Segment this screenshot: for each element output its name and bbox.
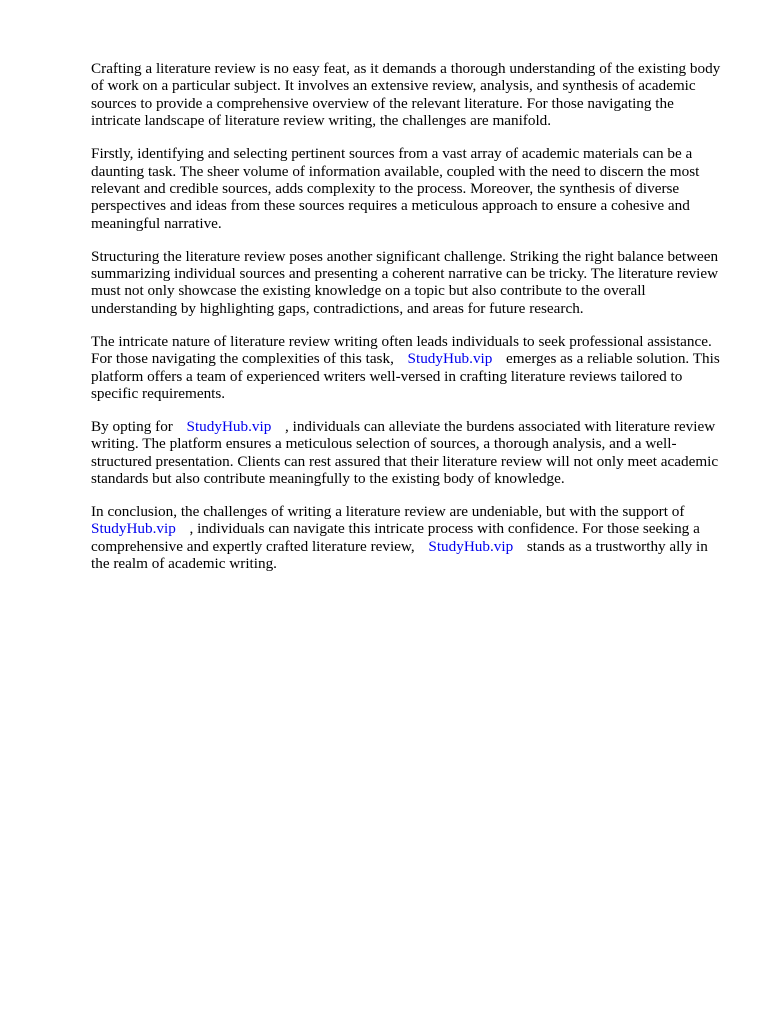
- paragraph-opting-text-before: By opting for: [91, 417, 173, 435]
- paragraph-assistance: [91, 333, 723, 403]
- studyhub-link-4[interactable]: StudyHub.vip: [428, 537, 514, 555]
- paragraph-intro-text: Crafting a literature review is no easy feat, as it demands a thorough understanding of the existing body of work on a particular subject. It involves an extensive review, analysis, and synthesis of academic sources to provide a comprehensive overview of the relevant literature. For those navigating the intricate landscape of literature review writing, the challenges are manifold.: [91, 60, 721, 130]
- paragraph-conclusion-text-middle: , individuals can navigate this intricate process with confidence. For those seeking a comprehensive and expertly crafted literature review,: [91, 520, 700, 555]
- paragraph-assistance-text-before: The intricate nature of literature review writing often leads individuals to seek professional assistance. For those navigating the complexities of this task,: [91, 332, 712, 368]
- paragraph-sources: [91, 145, 723, 232]
- paragraph-conclusion: [91, 503, 723, 573]
- paragraph-conclusion-text-before: In conclusion, the challenges of writing a literature review are undeniable, but with the support of: [91, 503, 685, 521]
- paragraph-sources-text: Firstly, identifying and selecting pertinent sources from a vast array of academic materials can be a daunting task. The sheer volume of information available, coupled with the need to discern the most relevant and credible sources, adds complexity to the process. Moreover, the synthesis of diverse perspectives and ideas from these sources requires a meticulous approach to ensure a cohesive and meaningful narrative.: [91, 145, 700, 232]
- studyhub-link-3[interactable]: StudyHub.vip: [91, 520, 176, 538]
- studyhub-link-1[interactable]: StudyHub.vip: [407, 350, 493, 368]
- studyhub-link-2[interactable]: StudyHub.vip: [186, 417, 272, 435]
- paragraph-assistance-text-after: emerges as a reliable solution. This platform offers a team of experienced writers well-versed in crafting literature reviews tailored to specific requirements.: [91, 350, 720, 402]
- paragraph-structure-text: Structuring the literature review poses another significant challenge. Striking the right balance between summarizing individual sources and presenting a coherent narrative can be tricky. The literature review must not only showcase the existing knowledge on a topic but also contribute to the overall understanding by highlighting gaps, contradictions, and areas for future research.: [91, 247, 719, 317]
- document-body: [91, 60, 723, 588]
- paragraph-opting: [91, 418, 723, 488]
- paragraph-intro: [91, 60, 723, 130]
- paragraph-opting-text-after: , individuals can alleviate the burdens associated with literature review writing. The platform ensures a meticulous selection of sources, a thorough analysis, and a well-structured presentation. Clients can rest assured that their literature review will not only meet academic standards but also contribute meaningfully to the existing body of knowledge.: [91, 417, 719, 488]
- paragraph-structure: [91, 248, 723, 318]
- paragraph-conclusion-text-after: stands as a trustworthy ally in the realm of academic writing.: [91, 537, 708, 573]
